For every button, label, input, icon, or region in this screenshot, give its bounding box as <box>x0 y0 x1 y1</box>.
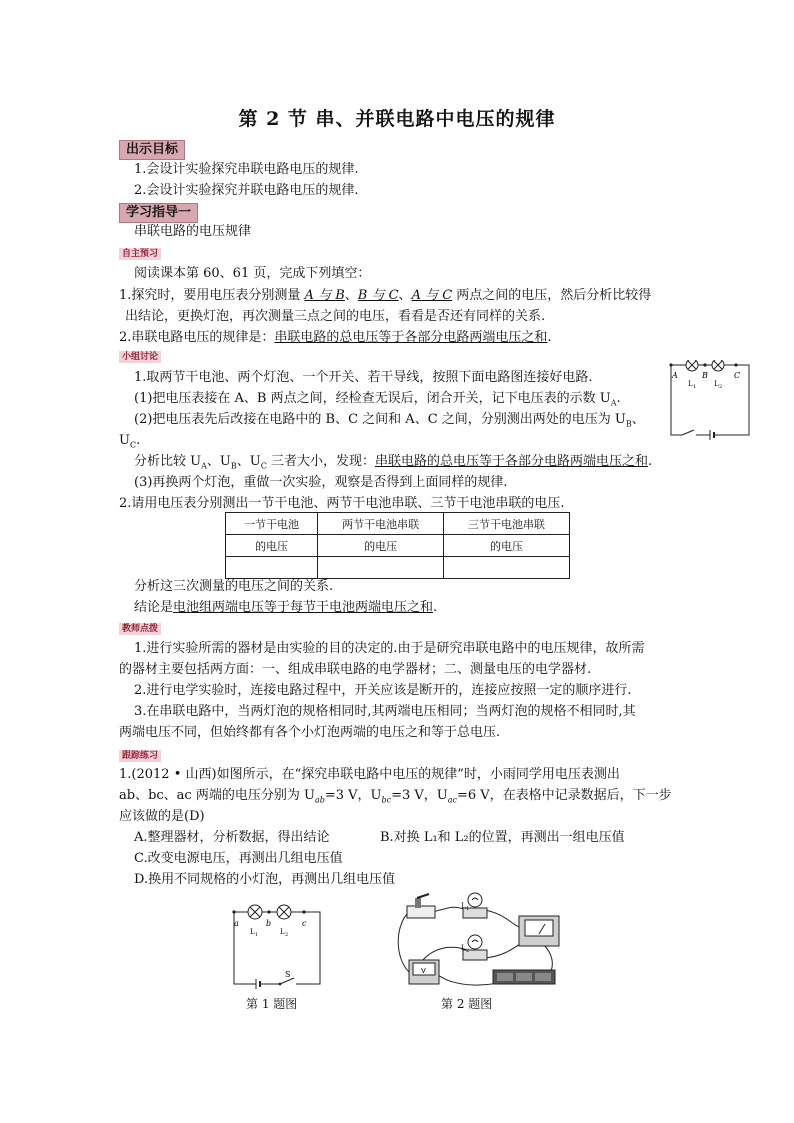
page-title: 第 2 节 串、并联电路中电压的规律 <box>238 108 556 130</box>
svg-text:1: 1 <box>466 906 470 912</box>
svg-text:S: S <box>285 970 291 979</box>
answer-bc: B 与 C <box>357 288 399 303</box>
svg-text:b: b <box>266 919 272 928</box>
series-circuit-diagram <box>666 360 756 440</box>
teacher-tag: 教师点拨 <box>119 623 161 635</box>
figure-2-caption: 第 2 题图 <box>441 997 493 1011</box>
svg-text:L: L <box>688 380 693 388</box>
discuss-line-1: 1.取两节干电池、两个灯泡、一个开关、若干导线，按照下面电路图连接好电路. <box>134 370 593 385</box>
practice-q1b: ab、bc、ac 两端的电压分别为 $U_{ab}=3$ V，$U_{bc}=3$ V，$U_{ac}=6$ V，在表格中记录数据后，下一步 <box>119 788 672 805</box>
discuss-line-9: 结论是电池组两端电压等于每节干电池两端电压之和. <box>134 600 438 615</box>
table-cell-empty <box>444 557 570 579</box>
option-c: C.改变电源电压，再测出几组电压值 <box>134 851 343 866</box>
teacher-p3b: 两端电压不同，但始终都有各个小灯泡两端的电压之和等于总电压. <box>119 725 501 740</box>
teacher-p3a: 3.在串联电路中，当两灯泡的规格相同时,其两端电压相同；当两灯泡的规格不相同时,其 <box>134 704 636 719</box>
figure-2-apparatus <box>393 888 573 993</box>
answer-ac: A 与 C <box>411 288 453 303</box>
discuss-line-5: 分析比较 $U_A$、$U_B$、$U_C$ 三者大小，发现：串联电路的总电压等于各部分电路两端电压之和. <box>134 454 653 471</box>
discuss-line-4: $U_C$. <box>119 433 141 450</box>
figure-1-schematic <box>222 902 332 992</box>
answer-discuss: 串联电路的总电压等于各部分电路两端电压之和 <box>374 454 648 469</box>
discuss-line-8: 分析这三次测量的电压之间的关系. <box>134 579 334 594</box>
preview-q1-line2: 出结论，更换灯泡，再次测量三点之间的电压，看看是否还有同样的关系. <box>125 309 546 324</box>
guide-tag: 学习指导一 <box>119 203 198 223</box>
preview-q2: 2.串联电路电压的规律是：串联电路的总电压等于各部分电路两端电压之和. <box>119 330 552 345</box>
practice-q1c: 应该做的是(D) <box>119 809 205 824</box>
preview-tag: 自主预习 <box>119 248 161 260</box>
table-cell-empty <box>226 557 318 579</box>
answer-battery: 电池组两端电压等于每节干电池两端电压之和 <box>173 600 434 615</box>
svg-text:1: 1 <box>255 932 259 938</box>
table-header-3: 三节干电池串联 <box>444 513 570 535</box>
svg-text:c: c <box>302 919 307 928</box>
goals-tag: 出示目标 <box>119 140 185 160</box>
svg-text:a: a <box>234 919 239 928</box>
option-b: B.对换 L₁和 L₂的位置，再测出一组电压值 <box>380 830 625 845</box>
discuss-line-2: (1)把电压表接在 A、B 两点之间，经检查无误后，闭合开关，记下电压表的示数 $U_A$. <box>134 391 621 408</box>
svg-text:L: L <box>461 944 466 952</box>
preview-q1: 1.探究时，要用电压表分别测量 A 与 B、B 与 C、A 与 C 两点之间的电压，然后分析比较得 <box>119 288 652 303</box>
battery-pack-icon <box>493 970 555 984</box>
discuss-line-6: (3)再换两个灯泡，重做一次实验，观察是否得到上面同样的规律. <box>134 475 508 490</box>
teacher-p1b: 的器材主要包括两方面：一、组成串联电路的电学器材；二、测量电压的电学器材. <box>119 662 592 677</box>
svg-text:2: 2 <box>466 948 470 954</box>
battery-voltage-table: 一节干电池 两节干电池串联 三节干电池串联 的电压 的电压 的电压 <box>225 512 570 579</box>
voltmeter-icon <box>409 960 439 984</box>
goal-1: 1.会设计实验探究串联电路电压的规律. <box>134 162 359 177</box>
option-d: D.换用不同规格的小灯泡，再测出几组电压值 <box>134 872 396 887</box>
preview-intro: 阅读课本第 60、61 页，完成下列填空： <box>134 266 371 281</box>
practice-tag: 跟踪练习 <box>119 750 161 762</box>
node-a-label: A <box>672 371 678 380</box>
node-b-label: B <box>702 371 708 380</box>
discuss-tag: 小组讨论 <box>119 351 161 363</box>
ammeter-icon <box>519 916 559 946</box>
svg-text:L: L <box>280 928 285 936</box>
svg-text:2: 2 <box>719 384 723 390</box>
teacher-p2: 2.进行电学实验时，连接电路过程中，开关应该是断开的，连接应按照一定的顺序进行. <box>134 683 632 698</box>
answer-series-rule: 串联电路的总电压等于各部分电路两端电压之和 <box>274 330 548 345</box>
answer-ab: A 与 B <box>304 288 345 303</box>
switch-icon <box>407 894 435 918</box>
goal-2: 2.会设计实验探究并联电路电压的规律. <box>134 183 359 198</box>
teacher-p1a: 1.进行实验所需的器材是由实验的目的决定的.由于是研究串联电路中的电压规律，故所需 <box>134 641 645 656</box>
svg-text:V: V <box>421 967 426 975</box>
discuss-line-7: 2.请用电压表分别测出一节干电池、两节干电池串联、三节干电池串联的电压. <box>119 496 565 511</box>
table-header-1: 一节干电池 <box>226 513 318 535</box>
svg-text:L: L <box>250 928 255 936</box>
option-a: A.整理器材，分析数据，得出结论 <box>134 830 330 845</box>
guide-subtitle: 串联电路的电压规律 <box>134 224 252 239</box>
figure-1-caption: 第 1 题图 <box>246 997 298 1011</box>
node-c-label: C <box>734 371 741 380</box>
discuss-line-3: (2)把电压表先后改接在电路中的 B、C 之间和 A、C 之间，分别测出两处的电压为 $U_B$、 <box>134 412 645 429</box>
svg-text:L: L <box>461 902 466 910</box>
svg-text:2: 2 <box>285 932 289 938</box>
svg-text:L: L <box>714 380 719 388</box>
practice-q1a: 1.(2012 • 山西)如图所示，在“探究串联电路中电压的规律”时，小雨同学用电压表测出 <box>119 767 620 782</box>
svg-text:1: 1 <box>693 384 697 390</box>
table-header-2: 两节干电池串联 <box>318 513 444 535</box>
table-cell-empty <box>318 557 444 579</box>
